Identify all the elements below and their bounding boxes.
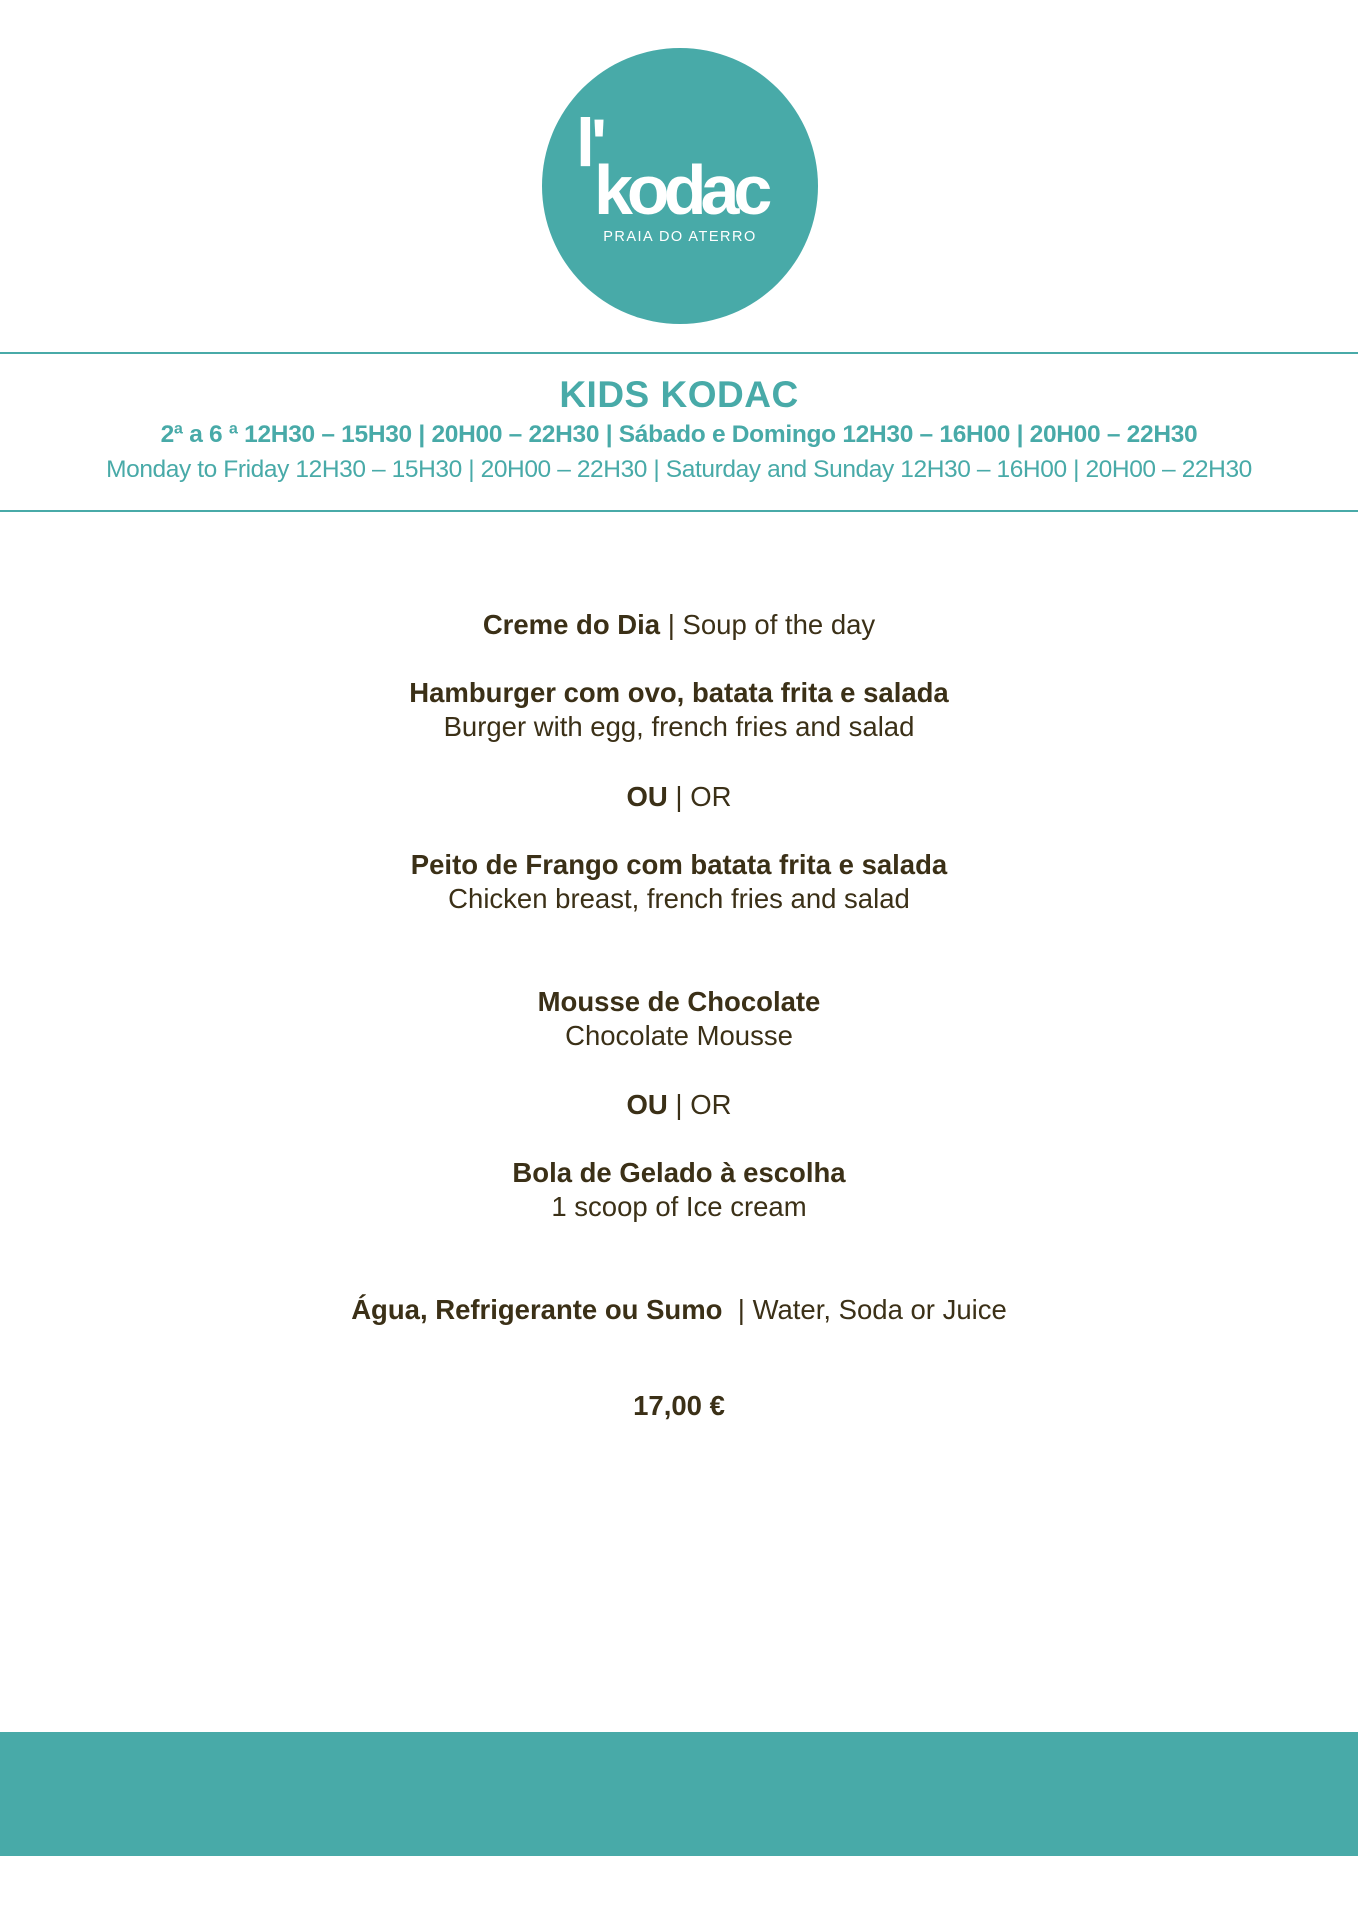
kodac-logo — [542, 48, 818, 324]
or-en: OR — [690, 1089, 732, 1120]
opening-hours-pt: 2ª a 6 ª 12H30 – 15H30 | 20H00 – 22H30 | Sábado e Domingo 12H30 – 16H00 | 20H00 – 22H30 — [160, 421, 1198, 448]
logo-wordmark: l' — [576, 105, 604, 181]
mousse-name-en: Chocolate Mousse — [565, 1020, 793, 1051]
logo-wordmark-main: kodac — [594, 151, 767, 229]
chicken-name-en: Chicken breast, french fries and salad — [448, 883, 910, 914]
ice-cream-name-en: 1 scoop of Ice cream — [551, 1191, 807, 1222]
soup-name-en: Soup of the day — [682, 609, 876, 640]
separator: | — [722, 1294, 753, 1325]
menu-item-soup — [0, 608, 1358, 642]
burger-name-en: Burger with egg, french fries and salad — [443, 711, 915, 742]
separator: | — [660, 609, 683, 640]
separator: | — [667, 1089, 691, 1120]
opening-hours-en: Monday to Friday 12H30 – 15H30 | 20H00 – 22H30 | Saturday and Sunday 12H30 – 16H00 | 20H00 – 22H30 — [106, 456, 1252, 483]
menu-title: KIDS KODAC — [559, 374, 799, 415]
drink-name-pt: Água, Refrigerante ou Sumo — [351, 1294, 723, 1325]
menu-item-ice-cream — [0, 1156, 1358, 1224]
burger-name-pt: Hamburger com ovo, batata frita e salada — [409, 677, 949, 708]
drink-name-en: Water, Soda or Juice — [752, 1294, 1007, 1325]
menu-item-drink — [0, 1293, 1358, 1327]
menu-item-mousse — [0, 985, 1358, 1053]
menu-item-chicken — [0, 848, 1358, 916]
or-en: OR — [690, 781, 732, 812]
menu-item-burger — [0, 676, 1358, 744]
chicken-name-pt: Peito de Frango com batata frita e salada — [410, 849, 948, 880]
or-pt: OU — [626, 781, 668, 812]
ice-cream-name-pt: Bola de Gelado à escolha — [512, 1157, 846, 1188]
footer-band — [0, 1732, 1358, 1856]
header-divider-top — [0, 352, 1358, 354]
separator: | — [667, 781, 691, 812]
logo-subtitle: PRAIA DO ATERRO — [603, 229, 757, 245]
menu-or-divider — [0, 780, 1358, 814]
price-value: 17,00 € — [633, 1390, 725, 1421]
header-divider-bottom — [0, 510, 1358, 512]
menu-price — [0, 1389, 1358, 1423]
soup-name-pt: Creme do Dia — [482, 609, 661, 640]
mousse-name-pt: Mousse de Chocolate — [537, 986, 821, 1017]
or-pt: OU — [626, 1089, 668, 1120]
menu-or-divider — [0, 1088, 1358, 1122]
